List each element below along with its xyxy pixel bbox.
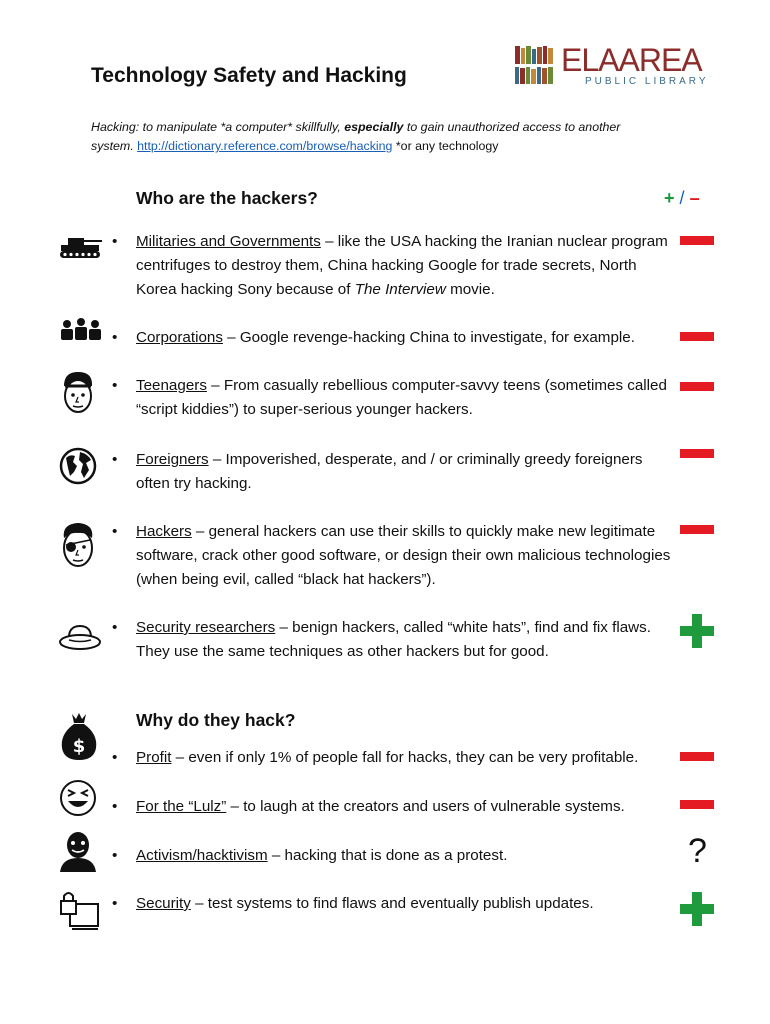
legend-plus: + <box>664 188 675 208</box>
legend-minus: – <box>689 188 700 208</box>
lock-computer-icon <box>58 888 102 932</box>
minus-rating-icon <box>680 382 714 391</box>
list-item: • Security researchers – benign hackers, called “white hats”, find and fix flaws. They use the same techniques as other hackers but for good. <box>112 619 651 660</box>
item-desc: – to laugh at the creators and users of vulnerable systems. <box>226 798 625 815</box>
minus-rating-icon <box>680 332 714 341</box>
svg-text:$: $ <box>72 736 86 757</box>
item-term: Hackers <box>136 523 192 540</box>
item-term: Teenagers <box>136 377 207 394</box>
definition-text: Hacking: to manipulate *a computer* skillfully, <box>91 120 345 134</box>
item-desc-end: movie. <box>445 281 495 298</box>
minus-rating-icon <box>680 752 714 761</box>
laughing-face-icon <box>58 778 98 818</box>
item-term: For the “Lulz” <box>136 798 227 815</box>
teen-face-icon <box>58 370 98 416</box>
logo-subtitle: PUBLIC LIBRARY <box>585 76 709 87</box>
money-bag-icon <box>58 710 100 762</box>
minus-rating-icon <box>680 525 714 534</box>
item-desc: – benign hackers, called “white hats”, find and fix flaws. They use the same techniques as other hackers but for good. <box>136 619 651 660</box>
list-item: • Militaries and Governments – like the USA hacking the Iranian nuclear program centrifuges to destroy them, China hacking Google for trade secrets, North Korea hacking Sony because of The Interview movie. <box>112 233 668 298</box>
plus-rating-icon <box>680 614 714 648</box>
hacking-definition <box>91 118 651 156</box>
list-item: • Hackers – general hackers can use their skills to quickly make new legitimate software, crack other good software, or design their own malicious technologies (when being evil, called “black hat hackers”). <box>112 523 671 588</box>
logo-wordmark: ELAAREA <box>561 42 702 78</box>
dictionary-link[interactable]: http://dictionary.reference.com/browse/hacking <box>137 139 393 153</box>
item-desc: – general hackers can use their skills to quickly make new legitimate software, crack other good software, or design their own malicious technologies (when being evil, called “black hat hackers”). <box>136 523 671 588</box>
books-logo-icon <box>515 46 559 86</box>
list-item: • Security – test systems to find flaws and eventually publish updates. <box>112 895 594 912</box>
minus-rating-icon <box>680 236 714 245</box>
definition-text-2: to gain unauthorized access to another system. <box>91 120 621 153</box>
list-item: • Teenagers – From casually rebellious computer-savvy teens (sometimes called “script kiddies”) to super-serious younger hackers. <box>112 377 667 418</box>
item-term: Foreigners <box>136 451 209 468</box>
hat-icon <box>58 622 102 654</box>
masked-person-icon <box>58 830 98 872</box>
item-term: Militaries and Governments <box>136 233 321 250</box>
list-item: • Profit – even if only 1% of people fall for hacks, they can be very profitable. <box>112 749 639 766</box>
group-icon <box>58 318 104 342</box>
item-term: Security <box>136 895 191 912</box>
item-desc-italic: The Interview <box>354 281 446 298</box>
item-desc: – like the USA hacking the Iranian nuclear program centrifuges to destroy them, China hacking Google for trade secrets, North Korea hacking Sony because of <box>136 233 668 298</box>
definition-emphasis: especially <box>344 120 404 134</box>
tank-icon <box>58 232 104 262</box>
globe-icon <box>58 446 98 486</box>
list-item: • Foreigners – Impoverished, desperate, and / or criminally greedy foreigners often try hacking. <box>112 451 643 492</box>
legend-slash: / <box>679 188 685 208</box>
item-term: Corporations <box>136 329 223 346</box>
page-title: Technology Safety and Hacking <box>91 64 407 87</box>
eyepatch-face-icon <box>58 520 98 570</box>
plus-rating-icon <box>680 892 714 926</box>
rating-legend <box>664 188 700 209</box>
item-term: Security researchers <box>136 619 276 636</box>
library-logo <box>515 42 709 92</box>
item-term: Profit <box>136 749 172 766</box>
question-rating-icon: ? <box>688 832 707 870</box>
list-item: • For the “Lulz” – to laugh at the creators and users of vulnerable systems. <box>112 798 625 815</box>
section-heading-why: Why do they hack? <box>136 710 296 730</box>
section-heading-who: Who are the hackers? <box>136 188 318 208</box>
item-desc: – hacking that is done as a protest. <box>267 847 508 864</box>
list-item: • Activism/hacktivism – hacking that is done as a protest. <box>112 847 508 864</box>
item-term: Activism/hacktivism <box>136 847 268 864</box>
definition-note: *or any technology <box>392 139 499 153</box>
item-desc: – Google revenge-hacking China to investigate, for example. <box>222 329 635 346</box>
item-desc: – test systems to find flaws and eventually publish updates. <box>190 895 594 912</box>
item-desc: – From casually rebellious computer-savvy teens (sometimes called “script kiddies”) to super-serious younger hackers. <box>136 377 667 418</box>
list-item: • Corporations – Google revenge-hacking China to investigate, for example. <box>112 329 635 346</box>
item-desc: – even if only 1% of people fall for hacks, they can be very profitable. <box>171 749 639 766</box>
minus-rating-icon <box>680 800 714 809</box>
item-desc: – Impoverished, desperate, and / or criminally greedy foreigners often try hacking. <box>136 451 643 492</box>
minus-rating-icon <box>680 449 714 458</box>
